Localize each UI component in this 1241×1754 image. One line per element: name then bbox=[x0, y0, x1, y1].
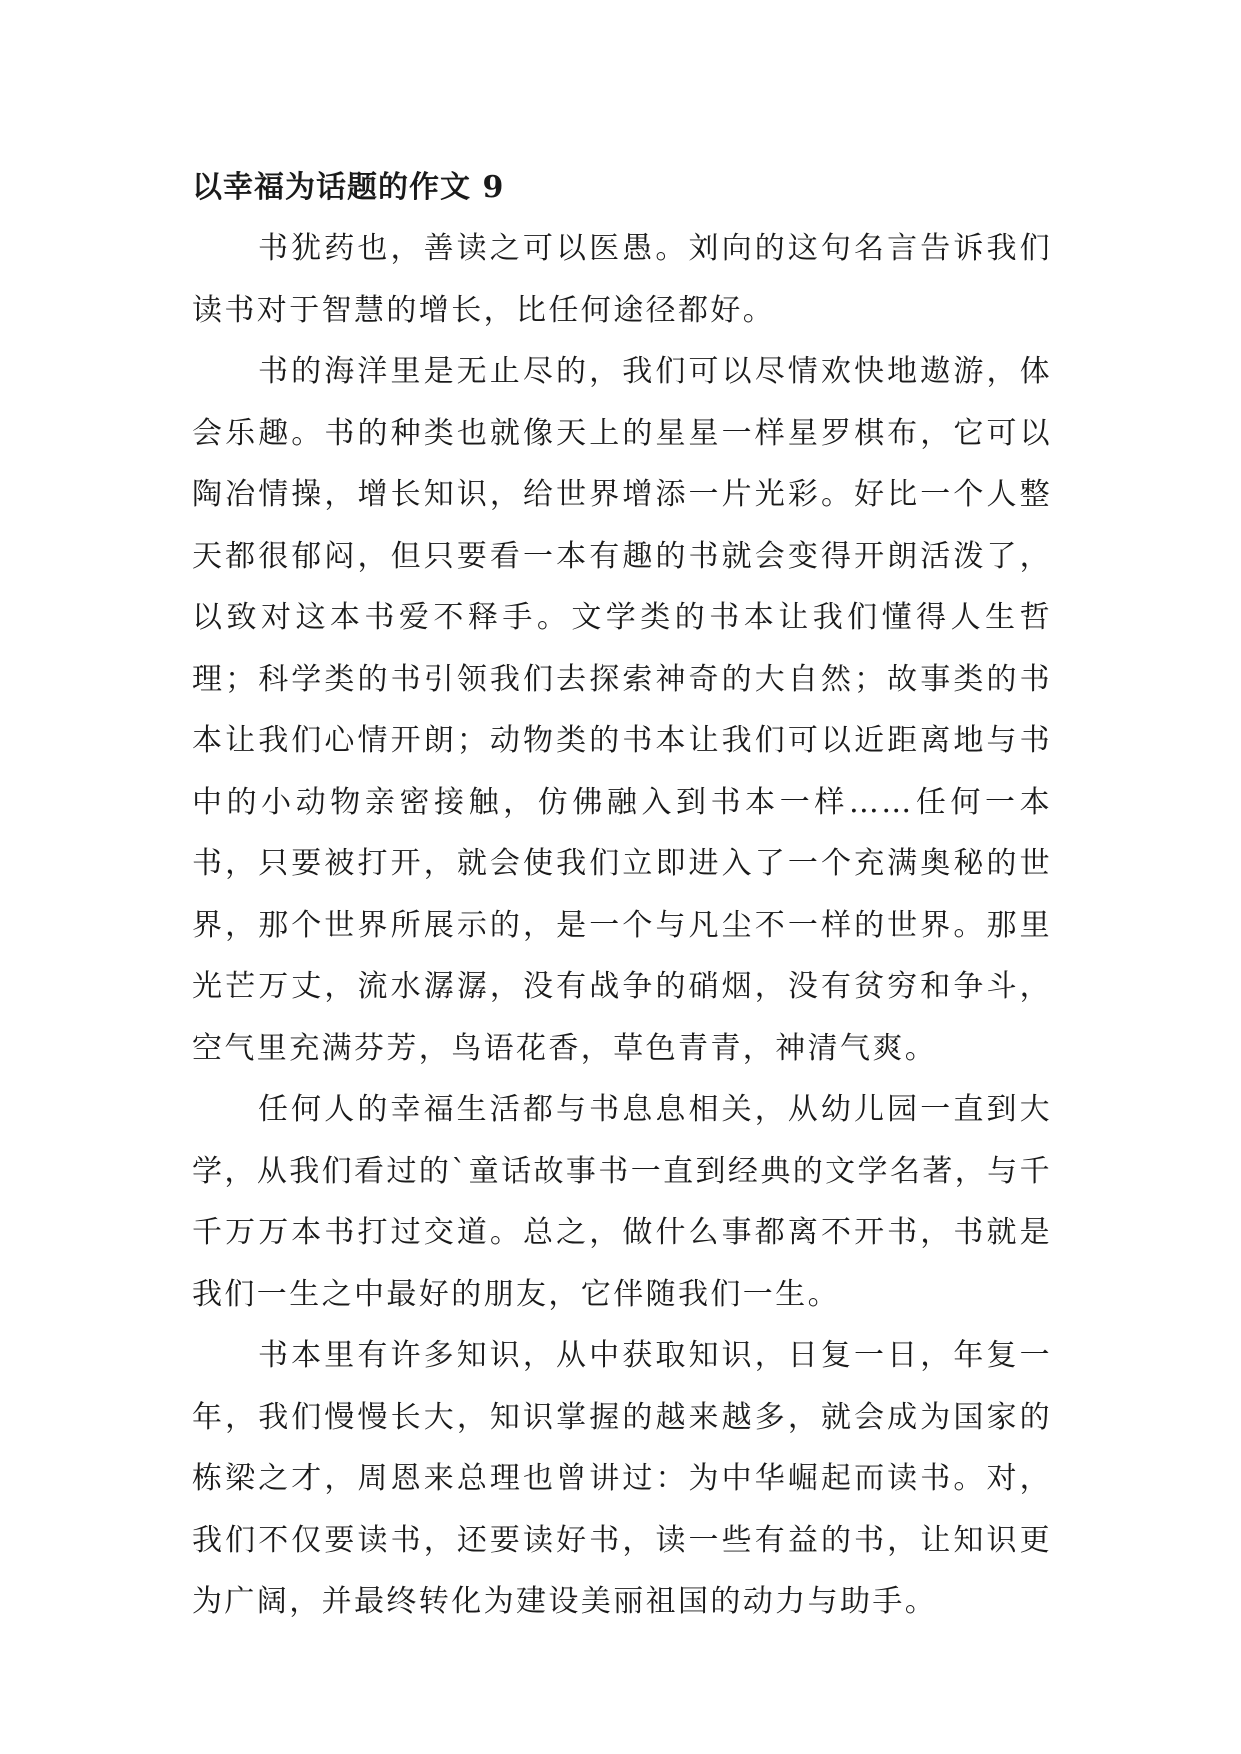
essay-title: 以幸福为话题的作文 9 bbox=[192, 170, 505, 205]
paragraph-4: 书本里有许多知识，从中获取知识，日复一日，年复一年，我们慢慢长大，知识掌握的越来越多，就会成为国家的栋梁之才，周恩来总理也曾讲过：为中华崛起而读书。对，我们不仅要读书，还要读好书，读一些有益的书，让知识更为广阔，并最终转化为建设美丽祖国的动力与助手。 bbox=[192, 1338, 1052, 1619]
paragraph-3: 任何人的幸福生活都与书息息相关，从幼儿园一直到大学，从我们看过的`童话故事书一直到经典的文学名著，与千千万万本书打过交道。总之，做什么事都离不开书，书就是我们一生之中最好的朋友，它伴随我们一生。 bbox=[192, 1092, 1052, 1312]
paragraph-1: 书犹药也，善读之可以医愚。刘向的这句名言告诉我们读书对于智慧的增长，比任何途径都好。 bbox=[192, 231, 1052, 328]
paragraph-2: 书的海洋里是无止尽的，我们可以尽情欢快地遨游，体会乐趣。书的种类也就像天上的星星一样星罗棋布，它可以陶冶情操，增长知识，给世界增添一片光彩。好比一个人整天都很郁闷，但只要看一本有趣的书就会变得开朗活泼了，以致对这本书爱不释手。文学类的书本让我们懂得人生哲理；科学类的书引领我们去探索神奇的大自然；故事类的书本让我们心情开朗；动物类的书本让我们可以近距离地与书中的小动物亲密接触，仿佛融入到书本一样……任何一本书，只要被打开，就会使我们立即进入了一个充满奥秘的世界，那个世界所展示的，是一个与凡尘不一样的世界。那里光芒万丈，流水潺潺，没有战争的硝烟，没有贫穷和争斗，空气里充满芬芳，鸟语花香，草色青青，神清气爽。 bbox=[192, 354, 1052, 1066]
document-body bbox=[192, 158, 1052, 1633]
